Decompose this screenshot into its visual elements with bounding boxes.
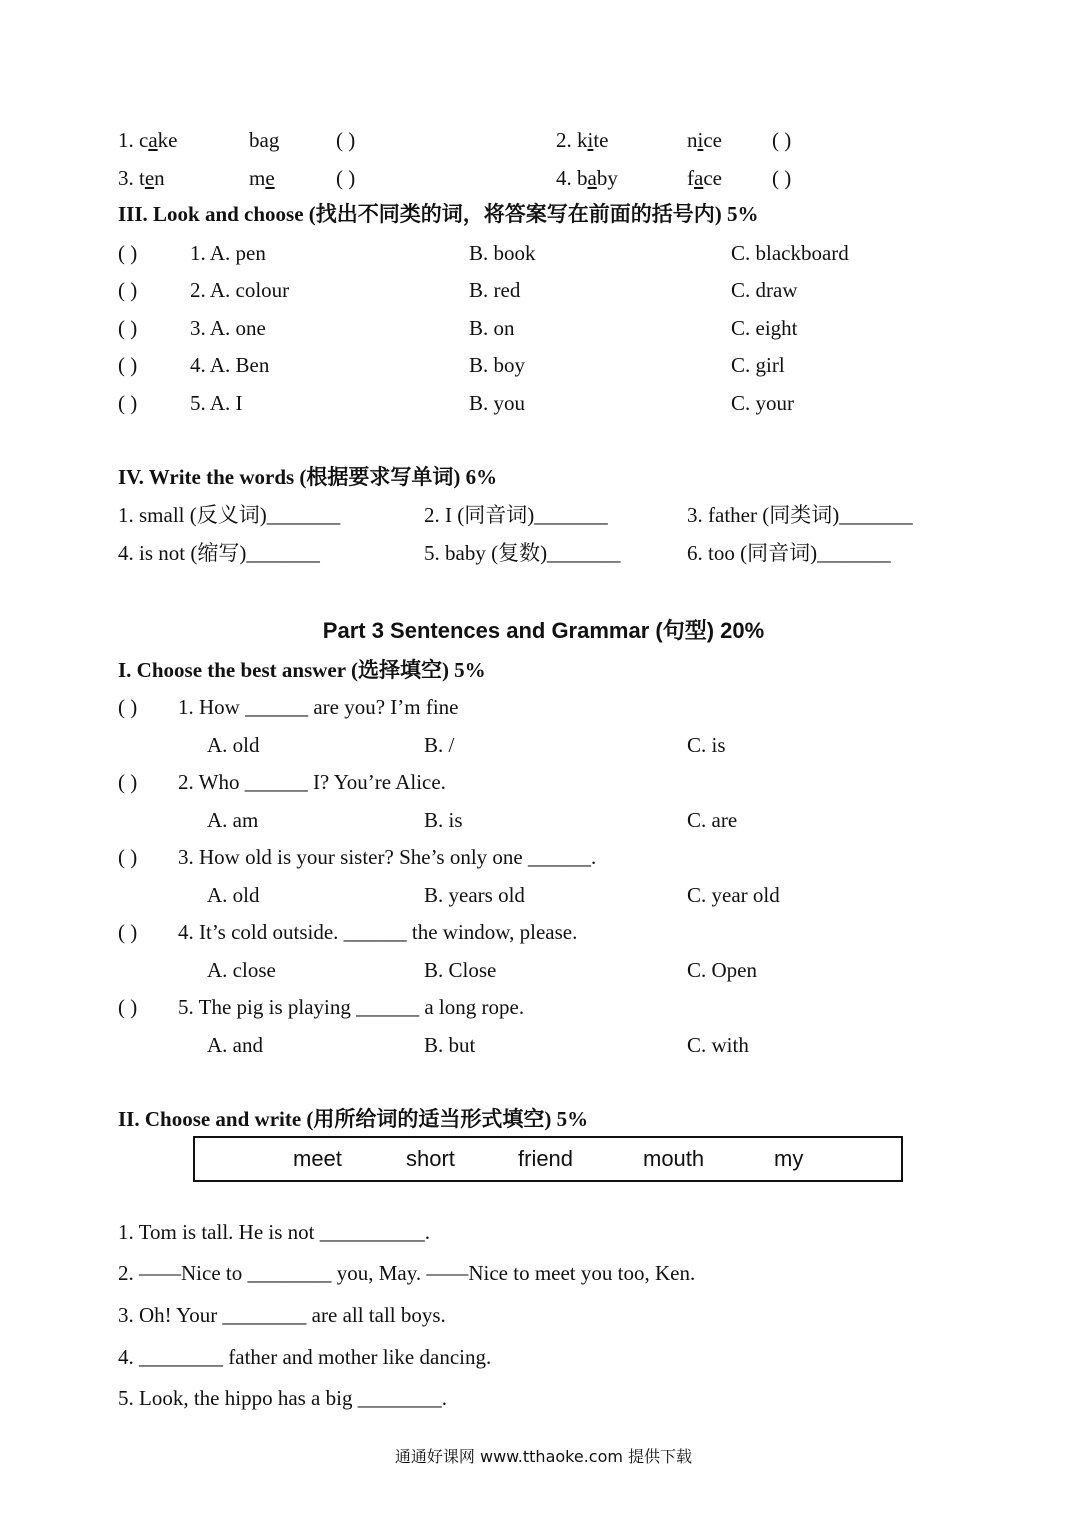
fill-item[interactable]: 6. too (同音词)_______ <box>687 541 891 565</box>
answer-parens[interactable]: ( ) <box>118 353 138 377</box>
option-b: B. Close <box>424 958 497 982</box>
answer-parens[interactable]: ( ) <box>118 316 138 340</box>
option-a: A. am <box>207 808 259 832</box>
phonics-word: nice <box>687 128 722 152</box>
phonics-word: 3. ten <box>118 166 165 190</box>
fill-sentence[interactable]: 5. Look, the hippo has a big ________. <box>118 1386 447 1410</box>
fill-item[interactable]: 4. is not (缩写)_______ <box>118 541 320 565</box>
option-b: B. boy <box>469 353 526 377</box>
fill-sentence[interactable]: 3. Oh! Your ________ are all tall boys. <box>118 1303 446 1327</box>
question-text: 3. How old is your sister? She’s only one ______. <box>178 845 597 869</box>
section-heading: II. Choose and write (用所给词的适当形式填空) 5% <box>118 1107 589 1131</box>
option-b: B. you <box>469 391 526 415</box>
fill-item[interactable]: 3. father (同类词)_______ <box>687 503 913 527</box>
question-text: 4. It’s cold outside. ______ the window, please. <box>178 920 578 944</box>
answer-parens[interactable]: ( ) <box>118 278 138 302</box>
option-a: A. old <box>207 883 260 907</box>
fill-sentence[interactable]: 4. ________ father and mother like dancing. <box>118 1345 492 1369</box>
option-b: B. on <box>469 316 515 340</box>
fill-item[interactable]: 2. I (同音词)_______ <box>424 503 608 527</box>
answer-parens[interactable]: ( ) <box>772 128 792 152</box>
option-a: 5. A. I <box>190 391 243 415</box>
option-a: A. close <box>207 958 276 982</box>
option-b: B. but <box>424 1033 476 1057</box>
phonics-word: bag <box>249 128 280 152</box>
page-footer: 通通好课网 www.tthaoke.com 提供下载 <box>394 1447 693 1466</box>
option-c: C. your <box>731 391 794 415</box>
option-a: A. old <box>207 733 260 757</box>
option-a: 2. A. colour <box>190 278 290 302</box>
option-a: 1. A. pen <box>190 241 266 265</box>
option-c: C. year old <box>687 883 780 907</box>
fill-sentence[interactable]: 2. ——Nice to ________ you, May. ——Nice to meet you too, Ken. <box>118 1261 696 1285</box>
word-option: my <box>774 1146 804 1171</box>
option-a: 3. A. one <box>190 316 266 340</box>
word-option: mouth <box>643 1146 705 1171</box>
option-b: B. years old <box>424 883 525 907</box>
part-title: Part 3 Sentences and Grammar (句型) 20% <box>322 618 765 643</box>
answer-parens[interactable]: ( ) <box>336 128 356 152</box>
word-box <box>193 1136 903 1182</box>
fill-item[interactable]: 1. small (反义词)_______ <box>118 503 341 527</box>
phonics-word: 2. kite <box>556 128 609 152</box>
answer-parens[interactable]: ( ) <box>336 166 356 190</box>
option-c: C. is <box>687 733 726 757</box>
option-b: B. book <box>469 241 536 265</box>
answer-parens[interactable]: ( ) <box>118 770 138 794</box>
option-a: A. and <box>207 1033 263 1057</box>
phonics-word: me <box>249 166 275 190</box>
question-text: 1. How ______ are you? I’m fine <box>178 695 459 719</box>
section-heading: III. Look and choose (找出不同类的词，将答案写在前面的括号内) 5% <box>118 202 759 226</box>
answer-parens[interactable]: ( ) <box>118 695 138 719</box>
fill-item[interactable]: 5. baby (复数)_______ <box>424 541 621 565</box>
option-b: B. is <box>424 808 463 832</box>
option-a: 4. A. Ben <box>190 353 270 377</box>
option-c: C. blackboard <box>731 241 849 265</box>
word-option: short <box>406 1146 455 1171</box>
option-c: C. with <box>687 1033 749 1057</box>
phonics-word: face <box>687 166 722 190</box>
option-c: C. are <box>687 808 738 832</box>
question-text: 2. Who ______ I? You’re Alice. <box>178 770 446 794</box>
option-c: C. draw <box>731 278 798 302</box>
option-b: B. red <box>469 278 521 302</box>
section-heading: IV. Write the words (根据要求写单词) 6% <box>118 465 498 489</box>
option-b: B. / <box>424 733 455 757</box>
question-text: 5. The pig is playing ______ a long rope. <box>178 995 525 1019</box>
option-c: C. girl <box>731 353 785 377</box>
answer-parens[interactable]: ( ) <box>118 241 138 265</box>
word-option: friend <box>518 1146 574 1171</box>
phonics-word: 4. baby <box>556 166 618 190</box>
answer-parens[interactable]: ( ) <box>118 920 138 944</box>
option-c: C. Open <box>687 958 757 982</box>
word-option: meet <box>293 1146 342 1171</box>
answer-parens[interactable]: ( ) <box>118 845 138 869</box>
option-c: C. eight <box>731 316 798 340</box>
phonics-word: 1. cake <box>118 128 178 152</box>
answer-parens[interactable]: ( ) <box>118 995 138 1019</box>
answer-parens[interactable]: ( ) <box>118 391 138 415</box>
fill-sentence[interactable]: 1. Tom is tall. He is not __________. <box>118 1220 430 1244</box>
answer-parens[interactable]: ( ) <box>772 166 792 190</box>
section-heading: I. Choose the best answer (选择填空) 5% <box>118 658 486 682</box>
